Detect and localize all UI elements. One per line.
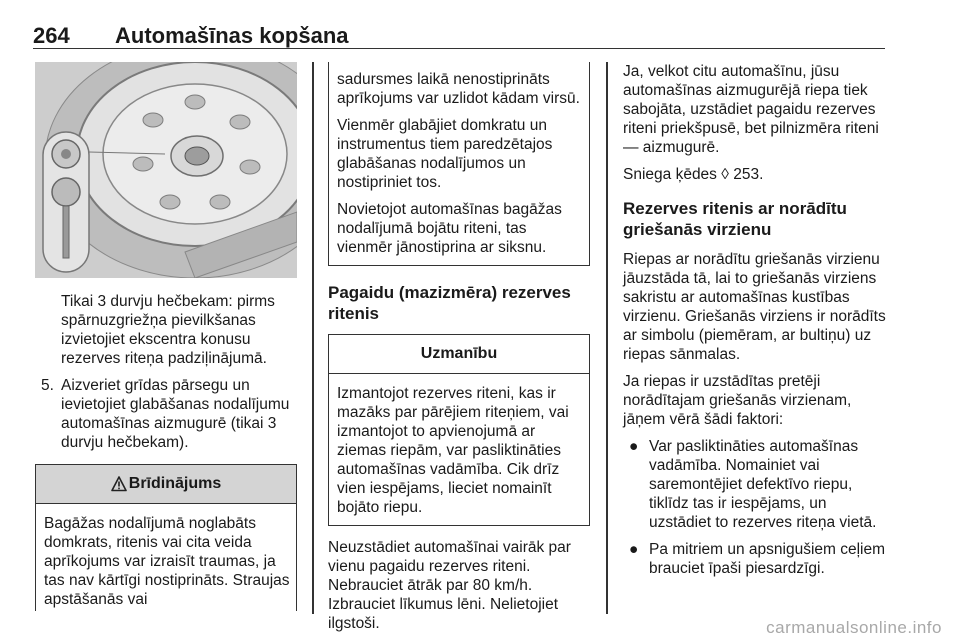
- warning-text: Bagāžas nodalījumā noglabāts domkrats, ritenis vai cita veida aprīkojums var izraisīt traumas, ja tas nav kārtīgi nostiprināts. Straujas apstāšanās vai: [44, 515, 290, 608]
- towing-paragraph: Ja, velkot citu automašīnu, jūsu automašīnas aizmugurējā riepa tiek sabojāta, uzstādiet pagaidu rezerves riteni priekšpusē, bet pilnizmēra riteni — aizmugurē.: [623, 63, 879, 156]
- caution-header: Uzmanību: [329, 335, 589, 374]
- column-2: [328, 62, 590, 641]
- column-divider-2: [606, 62, 608, 614]
- chapter-title: Automašīnas kopšana: [115, 23, 349, 48]
- bullet-symbol: ●: [629, 541, 639, 558]
- warning-title: Brīdinājums: [128, 475, 222, 492]
- section-title: Pagaidu (mazizmēra) rezerves ritenis: [328, 283, 571, 323]
- spare-wheel-illustration: [35, 62, 297, 278]
- step-5: [35, 376, 297, 452]
- spare-wheel-rules: Neuzstādiet automašīnai vairāk par vienu pagaidu rezerves riteni. Nebrauciet ātrāk par 80 km/h. Izbrauciet līkumus lēni. Nelietojiet ilgstoši.: [328, 539, 571, 632]
- spare-wheel-drawing: [35, 62, 297, 278]
- snow-chains-reference: Sniega ķēdes ◊ 253.: [623, 166, 764, 183]
- bullet-text: Var pasliktināties automašīnas vadāmība. Nomainiet vai saremontējiet defektīvo riepu, tiklīdz tas ir iespējams, un uzstādiet to rezerves riteņa vietā.: [649, 438, 877, 531]
- instruction-text: Tikai 3 durvju hečbekam: pirms spārnuzgriežņa pievilkšanas izvietojiet ekscentra konusu rezerves riteņa padziļinājumā.: [61, 293, 275, 367]
- warning-box: [35, 464, 297, 611]
- column-divider-1: [312, 62, 314, 614]
- warning-header: [36, 465, 296, 504]
- step-text: Aizveriet grīdas pārsegu un ievietojiet glabāšanas nodalījumu automašīnas aizmugurē (tikai 3 durvju hečbekam).: [61, 377, 290, 451]
- page-header: [33, 18, 885, 49]
- warning-paragraph-3: Novietojot automašīnas bagāžas nodalījumā bojātu riteni, tas vienmēr jānostiprina ar siksnu.: [337, 201, 562, 256]
- warning-paragraph-2: Vienmēr glabājiet domkratu un instrumentus tiem paredzētajos glabāšanas nodalījumos un nostipriniet tos.: [337, 117, 553, 191]
- directional-spare-heading: Rezerves ritenis ar norādītu griešanās virzienu: [623, 199, 847, 239]
- page-number: 264: [33, 23, 70, 48]
- column-1: [35, 62, 297, 611]
- bullet-item-2: [623, 540, 889, 578]
- opposite-direction-paragraph: Ja riepas ir uzstādītas pretēji norādītajam griešanās virzienam, jāņem vērā šādi faktori:: [623, 373, 852, 428]
- warning-triangle-icon: [111, 476, 127, 492]
- caution-text: Izmantojot rezerves riteni, kas ir mazāks par pārējiem riteņiem, vai izmantojot to apvienojumā ar ziemas riepām, var pasliktināties automašīnas vadāmība. Cik drīz vien iespējams, lieciet nomainīt bojāto riepu.: [337, 385, 569, 516]
- watermark: carmanualsonline.info: [766, 618, 942, 637]
- bullet-item-1: [623, 437, 889, 532]
- bullet-symbol: ●: [629, 438, 639, 455]
- caution-box: [328, 334, 590, 526]
- warning-continuation-box: [328, 62, 590, 266]
- bullet-text: Pa mitriem un apsnigušiem ceļiem brauciet īpaši piesardzīgi.: [649, 541, 886, 577]
- directional-paragraph: Riepas ar norādītu griešanās virzienu jāuzstāda tā, lai to griešanās virziens sakristu ar automašīnas kustības virzienu. Griešanās virziens ir norādīts ar simbolu (piemēram, ar bultiņu) uz riepas sānmalas.: [623, 251, 886, 363]
- warning-continuation-text: sadursmes laikā nenostiprināts aprīkojums var uzlidot kādam virsū.: [337, 71, 580, 107]
- step-number: 5.: [41, 377, 54, 394]
- column-3: [623, 62, 889, 586]
